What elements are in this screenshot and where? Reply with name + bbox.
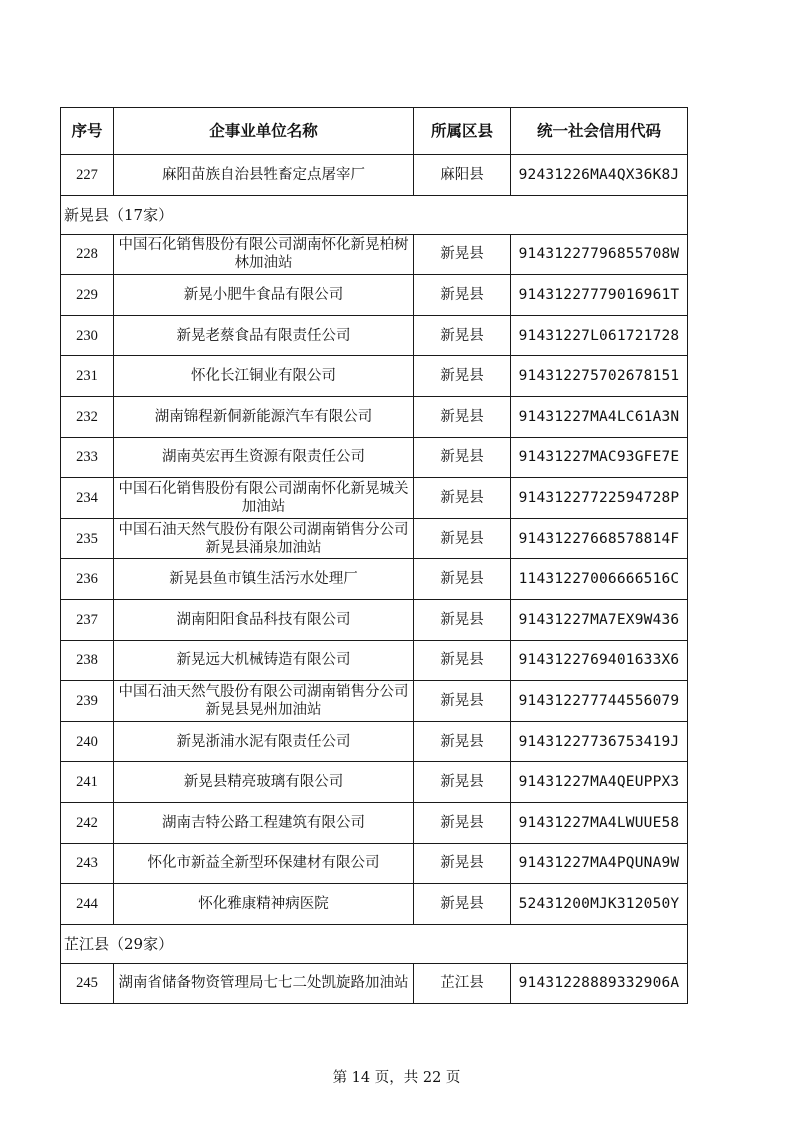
company-name: 新晃县鱼市镇生活污水处理厂	[114, 559, 414, 600]
company-name: 湖南阳阳食品科技有限公司	[114, 599, 414, 640]
credit-code: 91431227MAC93GFE7E	[511, 437, 688, 478]
credit-code: 91431228889332906A	[511, 963, 688, 1004]
credit-code: 9143122769401633X6	[511, 640, 688, 681]
district: 新晃县	[414, 559, 511, 600]
table-row	[61, 315, 688, 356]
table-row	[61, 356, 688, 397]
table-row	[61, 762, 688, 803]
table-row	[61, 599, 688, 640]
district: 新晃县	[414, 802, 511, 843]
company-name: 新晃老蔡食品有限责任公司	[114, 315, 414, 356]
company-name: 怀化长江铜业有限公司	[114, 356, 414, 397]
table-header-row	[61, 108, 688, 155]
credit-code: 91431227L061721728	[511, 315, 688, 356]
company-name: 中国石化销售股份有限公司湖南怀化新晃柏树林加油站	[114, 234, 414, 275]
company-name: 湖南英宏再生资源有限责任公司	[114, 437, 414, 478]
district: 新晃县	[414, 884, 511, 925]
credit-code: 52431200MJK312050Y	[511, 884, 688, 925]
table-row	[61, 234, 688, 275]
credit-code: 91431227668578814F	[511, 518, 688, 559]
company-name: 新晃浙浦水泥有限责任公司	[114, 721, 414, 762]
table-row	[61, 963, 688, 1004]
section-row	[61, 924, 688, 963]
row-index: 232	[61, 396, 114, 437]
table-row	[61, 478, 688, 519]
row-index: 228	[61, 234, 114, 275]
company-name: 湖南吉特公路工程建筑有限公司	[114, 802, 414, 843]
credit-code: 91431227796855708W	[511, 234, 688, 275]
section-label: 芷江县（29家）	[61, 924, 688, 963]
row-index: 241	[61, 762, 114, 803]
row-index: 229	[61, 275, 114, 316]
table-body	[61, 155, 688, 1004]
header-district: 所属区县	[414, 108, 511, 155]
company-name: 怀化雅康精神病医院	[114, 884, 414, 925]
table-row	[61, 275, 688, 316]
company-name: 新晃远大机械铸造有限公司	[114, 640, 414, 681]
credit-code: 914312277744556079	[511, 681, 688, 722]
row-index: 233	[61, 437, 114, 478]
company-name: 中国石油天然气股份有限公司湖南销售分公司新晃县涌泉加油站	[114, 518, 414, 559]
row-index: 240	[61, 721, 114, 762]
row-index: 242	[61, 802, 114, 843]
district: 新晃县	[414, 843, 511, 884]
row-index: 236	[61, 559, 114, 600]
row-index: 227	[61, 155, 114, 196]
credit-code: 92431226MA4QX36K8J	[511, 155, 688, 196]
district: 麻阳县	[414, 155, 511, 196]
credit-code: 914312275702678151	[511, 356, 688, 397]
table-row	[61, 437, 688, 478]
company-name: 新晃县精亮玻璃有限公司	[114, 762, 414, 803]
district: 新晃县	[414, 478, 511, 519]
company-name: 中国石化销售股份有限公司湖南怀化新晃城关加油站	[114, 478, 414, 519]
row-index: 243	[61, 843, 114, 884]
table-row	[61, 155, 688, 196]
table-row	[61, 396, 688, 437]
table-row	[61, 802, 688, 843]
district: 新晃县	[414, 640, 511, 681]
table-row	[61, 843, 688, 884]
credit-code: 91431227MA4LWUUE58	[511, 802, 688, 843]
table-row	[61, 681, 688, 722]
credit-code: 91431227MA4QEUPPX3	[511, 762, 688, 803]
credit-code: 11431227006666516C	[511, 559, 688, 600]
credit-code: 91431227722594728P	[511, 478, 688, 519]
table-row	[61, 640, 688, 681]
district: 新晃县	[414, 437, 511, 478]
header-company-name: 企事业单位名称	[114, 108, 414, 155]
district: 新晃县	[414, 396, 511, 437]
company-name: 麻阳苗族自治县牲畜定点屠宰厂	[114, 155, 414, 196]
row-index: 245	[61, 963, 114, 1004]
enterprise-table	[60, 107, 688, 1004]
district: 新晃县	[414, 356, 511, 397]
company-name: 中国石油天然气股份有限公司湖南销售分公司新晃县晃州加油站	[114, 681, 414, 722]
company-name: 怀化市新益全新型环保建材有限公司	[114, 843, 414, 884]
row-index: 230	[61, 315, 114, 356]
district: 新晃县	[414, 721, 511, 762]
company-name: 湖南省储备物资管理局七七二处凯旋路加油站	[114, 963, 414, 1004]
district: 新晃县	[414, 518, 511, 559]
district: 芷江县	[414, 963, 511, 1004]
row-index: 239	[61, 681, 114, 722]
company-name: 湖南锦程新侗新能源汽车有限公司	[114, 396, 414, 437]
credit-code: 91431227MA4PQUNA9W	[511, 843, 688, 884]
section-row	[61, 195, 688, 234]
district: 新晃县	[414, 275, 511, 316]
page-footer: 第 14 页，共 22 页	[332, 1070, 461, 1086]
table-row	[61, 559, 688, 600]
row-index: 235	[61, 518, 114, 559]
row-index: 237	[61, 599, 114, 640]
district: 新晃县	[414, 681, 511, 722]
section-label: 新晃县（17家）	[61, 195, 688, 234]
credit-code: 91431227779016961T	[511, 275, 688, 316]
district: 新晃县	[414, 762, 511, 803]
table-row	[61, 884, 688, 925]
credit-code: 91431227MA7EX9W436	[511, 599, 688, 640]
row-index: 231	[61, 356, 114, 397]
header-credit-code: 统一社会信用代码	[511, 108, 688, 155]
district: 新晃县	[414, 234, 511, 275]
district: 新晃县	[414, 599, 511, 640]
row-index: 234	[61, 478, 114, 519]
district: 新晃县	[414, 315, 511, 356]
table-row	[61, 518, 688, 559]
row-index: 238	[61, 640, 114, 681]
row-index: 244	[61, 884, 114, 925]
table-row	[61, 721, 688, 762]
header-index: 序号	[61, 108, 114, 155]
credit-code: 91431227736753419J	[511, 721, 688, 762]
credit-code: 91431227MA4LC61A3N	[511, 396, 688, 437]
company-name: 新晃小肥牛食品有限公司	[114, 275, 414, 316]
